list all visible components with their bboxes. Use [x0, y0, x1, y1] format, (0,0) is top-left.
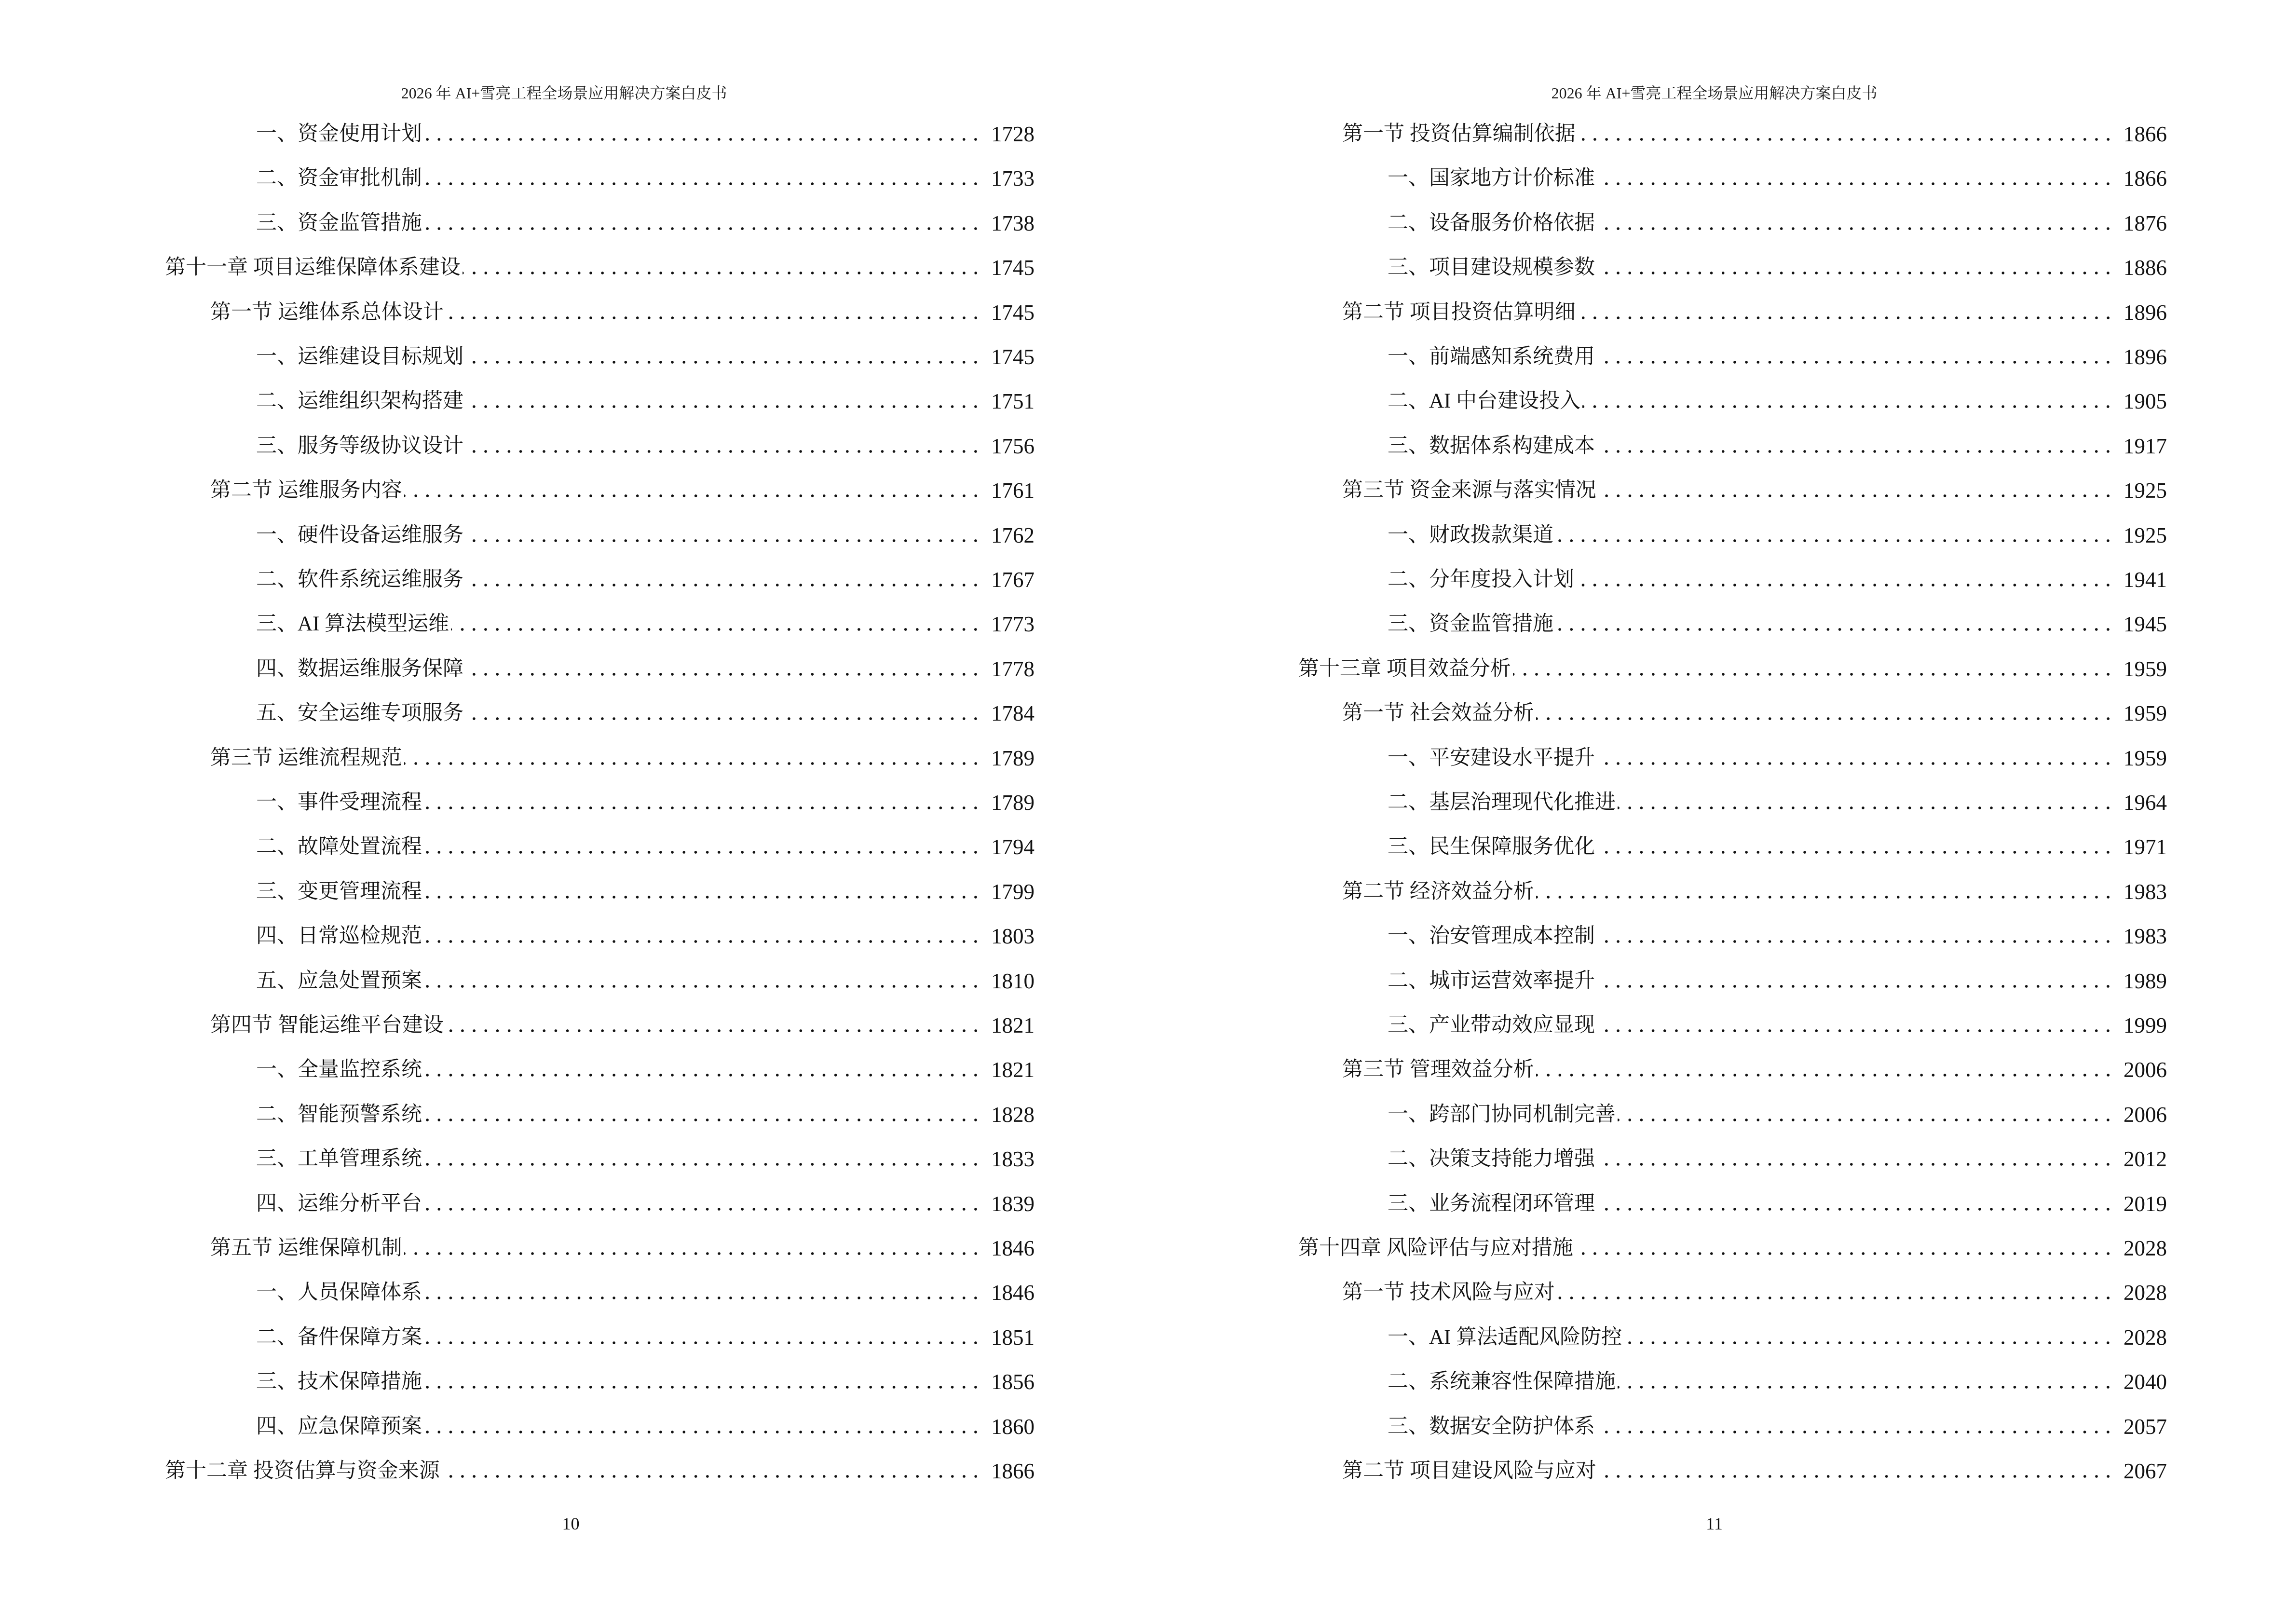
toc-entry-page: 1896 — [2124, 300, 2167, 325]
dot-leader — [424, 1058, 981, 1081]
toc-entry-page: 1989 — [2124, 969, 2167, 993]
toc-entry-title: 一、事件受理流程 — [256, 791, 422, 814]
toc-entry-title: 第一节 技术风险与应对 — [1342, 1281, 1555, 1304]
dot-leader — [424, 1192, 981, 1215]
toc-entry-title: 第四节 智能运维平台建设 — [210, 1014, 444, 1037]
toc-entry-page: 1971 — [2124, 835, 2167, 860]
toc-entry-item[interactable] — [256, 167, 1035, 190]
dot-leader — [1597, 212, 2114, 235]
toc-entry-page: 1839 — [991, 1191, 1035, 1216]
toc-entry-item[interactable] — [256, 925, 1035, 948]
toc-entry-item[interactable] — [256, 435, 1035, 458]
toc-entry-page: 1745 — [991, 345, 1035, 369]
toc-entry-title: 一、全量监控系统 — [256, 1058, 422, 1081]
toc-entry-page: 2006 — [2124, 1102, 2167, 1127]
dot-leader — [424, 925, 981, 948]
toc-entry-page: 1751 — [991, 389, 1035, 414]
toc-entry-page: 1925 — [2124, 478, 2167, 503]
toc-entry-page: 1999 — [2124, 1013, 2167, 1037]
toc-entry-title: 三、服务等级协议设计 — [256, 434, 463, 457]
dot-leader — [1597, 1192, 2114, 1215]
toc-entry-title: 二、基层治理现代化推进 — [1388, 791, 1616, 814]
toc-entry-item[interactable] — [1388, 167, 2167, 190]
toc-entry-page: 1728 — [991, 122, 1035, 146]
toc-entry-title: 一、治安管理成本控制 — [1388, 925, 1595, 948]
toc-entry-item[interactable] — [256, 1326, 1035, 1349]
toc-entry-page: 1886 — [2124, 256, 2167, 280]
toc-entry-item[interactable] — [256, 1058, 1035, 1081]
dot-leader — [1618, 1103, 2114, 1126]
dot-leader — [465, 657, 981, 681]
toc-entry-title: 三、资金监管措施 — [256, 211, 422, 234]
dot-leader — [424, 1326, 981, 1349]
toc-entry-title: 二、软件系统运维服务 — [256, 568, 463, 591]
toc-entry-page: 2057 — [2124, 1414, 2167, 1439]
toc-entry-item[interactable] — [1388, 212, 2167, 235]
toc-entry-section[interactable] — [210, 1237, 1035, 1260]
toc-entry-page: 1833 — [991, 1147, 1035, 1172]
dot-leader — [404, 479, 981, 502]
dot-leader — [465, 390, 981, 413]
toc-entry-title: 第一节 投资估算编制依据 — [1342, 123, 1576, 145]
dot-leader — [424, 1147, 981, 1171]
toc-entry-page: 1799 — [991, 879, 1035, 904]
running-header: 2026 年 AI+雪亮工程全场景应用解决方案白皮书 — [401, 84, 727, 102]
toc-entry-page: 1828 — [991, 1102, 1035, 1127]
toc-entry-title: 二、资金审批机制 — [256, 167, 422, 190]
toc-entry-item[interactable] — [256, 568, 1035, 591]
toc-entry-section[interactable] — [1342, 479, 2167, 502]
dot-leader — [1618, 791, 2114, 814]
dot-leader — [1513, 657, 2114, 681]
toc-entry-item[interactable] — [1388, 1415, 2167, 1438]
dot-leader — [424, 835, 981, 859]
dot-leader — [463, 256, 981, 279]
toc-entry-title: 三、资金监管措施 — [1388, 613, 1553, 636]
toc-entry-page: 2006 — [2124, 1058, 2167, 1082]
toc-entry-section[interactable] — [1342, 1281, 2167, 1304]
toc-entry-chapter[interactable] — [1298, 657, 2167, 681]
toc-entry-item[interactable] — [256, 1147, 1035, 1171]
dot-leader — [1597, 1014, 2114, 1037]
toc-entry-page: 1745 — [991, 256, 1035, 280]
toc-entry-item[interactable] — [256, 702, 1035, 725]
toc-entry-page: 1983 — [2124, 924, 2167, 949]
toc-entry-page: 1851 — [991, 1325, 1035, 1350]
dot-leader — [1597, 167, 2114, 190]
toc-entry-item[interactable] — [1388, 568, 2167, 591]
dot-leader — [446, 301, 981, 324]
toc-entry-title: 三、工单管理系统 — [256, 1147, 422, 1171]
dot-leader — [442, 1460, 981, 1483]
toc-entry-page: 1745 — [991, 300, 1035, 325]
dot-leader — [1536, 702, 2114, 725]
toc-entry-section[interactable] — [1342, 880, 2167, 903]
toc-entry-title: 二、备件保障方案 — [256, 1325, 422, 1349]
dot-leader — [1557, 1281, 2114, 1304]
dot-leader — [1597, 435, 2114, 458]
dot-leader — [1555, 613, 2114, 636]
toc-entry-page: 1784 — [991, 701, 1035, 726]
toc-entry-title: 第三节 资金来源与落实情况 — [1342, 479, 1596, 502]
toc-entry-title: 一、运维建设目标规划 — [256, 345, 463, 368]
toc-entry-title: 一、跨部门协同机制完善 — [1388, 1103, 1616, 1126]
toc-entry-section[interactable] — [1342, 123, 2167, 146]
toc-entry-title: 第三节 运维流程规范 — [210, 746, 402, 769]
toc-entry-page: 1959 — [2124, 701, 2167, 726]
toc-entry-page: 1767 — [991, 568, 1035, 592]
toc-entry-item[interactable] — [256, 1192, 1035, 1215]
toc-entry-title: 第二节 经济效益分析 — [1342, 880, 1534, 903]
dot-leader — [1578, 301, 2114, 324]
toc-entry-page: 1964 — [2124, 791, 2167, 815]
toc-entry-page: 2067 — [2124, 1459, 2167, 1483]
toc-entry-title: 一、硬件设备运维服务 — [256, 523, 463, 546]
toc-entry-item[interactable] — [1388, 835, 2167, 859]
toc-entry-page: 1810 — [991, 969, 1035, 993]
dot-leader — [446, 1014, 981, 1037]
dot-leader — [1536, 1058, 2114, 1081]
toc-entry-item[interactable] — [256, 791, 1035, 814]
toc-entry-title: 四、运维分析平台 — [256, 1192, 422, 1215]
toc-entry-page: 1896 — [2124, 345, 2167, 369]
toc-entry-page: 1983 — [2124, 879, 2167, 904]
toc-entry-title: 四、应急保障预案 — [256, 1415, 422, 1438]
toc-entry-title: 二、设备服务价格依据 — [1388, 211, 1595, 234]
toc-entry-page: 2040 — [2124, 1370, 2167, 1394]
dot-leader — [424, 123, 981, 146]
dot-leader — [1597, 1415, 2114, 1438]
dot-leader — [404, 1237, 981, 1260]
toc-entry-title: 三、业务流程闭环管理 — [1388, 1192, 1595, 1215]
toc-entry-item[interactable] — [256, 835, 1035, 859]
toc-entry-section[interactable] — [210, 479, 1035, 502]
toc-entry-title: 二、运维组织架构搭建 — [256, 390, 463, 413]
toc-entry-page: 1756 — [991, 434, 1035, 458]
toc-entry-item[interactable] — [256, 1103, 1035, 1126]
dot-leader — [424, 167, 981, 190]
toc-entry-chapter[interactable] — [165, 1460, 1035, 1483]
toc-entry-page: 1925 — [2124, 523, 2167, 547]
toc-entry-title: 三、变更管理流程 — [256, 880, 422, 903]
toc-entry-page: 2019 — [2124, 1191, 2167, 1216]
dot-leader — [1618, 1370, 2114, 1393]
dot-leader — [1575, 1237, 2114, 1260]
dot-leader — [465, 702, 981, 725]
toc-entry-chapter[interactable] — [165, 256, 1035, 279]
toc-entry-title: 二、城市运营效率提升 — [1388, 969, 1595, 992]
toc-entry-title: 二、决策支持能力增强 — [1388, 1147, 1595, 1171]
toc-entry-page: 1821 — [991, 1013, 1035, 1037]
toc-entry-title: 二、分年度投入计划 — [1388, 568, 1574, 591]
toc-entry-page: 1762 — [991, 523, 1035, 547]
page-number: 11 — [1706, 1514, 1723, 1533]
toc-entry-page: 1856 — [991, 1370, 1035, 1394]
dot-leader — [424, 1281, 981, 1304]
dot-leader — [1597, 747, 2114, 770]
toc-entry-section[interactable] — [210, 1014, 1035, 1037]
toc-entry-item[interactable] — [1388, 1326, 2167, 1349]
dot-leader — [424, 212, 981, 235]
toc-entry-page: 1959 — [2124, 746, 2167, 770]
dot-leader — [465, 524, 981, 547]
dot-leader — [424, 1370, 981, 1393]
toc-entry-page: 1866 — [2124, 166, 2167, 191]
toc-entry-item[interactable] — [256, 880, 1035, 903]
toc-entry-item[interactable] — [256, 613, 1035, 636]
toc-entry-title: 二、故障处置流程 — [256, 835, 422, 859]
dot-leader — [1597, 969, 2114, 993]
dot-leader — [1576, 568, 2114, 591]
toc-entry-title: 三、技术保障措施 — [256, 1370, 422, 1393]
toc-entry-page: 1794 — [991, 835, 1035, 860]
toc-entry-title: 第三节 管理效益分析 — [1342, 1058, 1534, 1081]
dot-leader — [1578, 123, 2114, 146]
toc-entry-section[interactable] — [1342, 301, 2167, 324]
toc-entry-title: 一、国家地方计价标准 — [1388, 167, 1595, 190]
toc-entry-title: 第十三章 项目效益分析 — [1298, 657, 1511, 680]
toc-entry-page: 1738 — [991, 211, 1035, 235]
toc-entry-chapter[interactable] — [1298, 1237, 2167, 1260]
toc-entry-item[interactable] — [256, 390, 1035, 413]
toc-entry-title: 第一节 社会效益分析 — [1342, 702, 1534, 725]
dot-leader — [424, 1415, 981, 1438]
toc-entry-item[interactable] — [256, 969, 1035, 993]
dot-leader — [1597, 1147, 2114, 1171]
toc-entry-title: 一、财政拨款渠道 — [1388, 523, 1553, 546]
toc-entry-page: 2028 — [2124, 1281, 2167, 1305]
toc-entry-title: 一、前端感知系统费用 — [1388, 345, 1595, 368]
toc-entry-item[interactable] — [1388, 435, 2167, 458]
toc-entry-item[interactable] — [1388, 345, 2167, 368]
toc-entry-title: 一、人员保障体系 — [256, 1281, 422, 1304]
toc-entry-page: 1846 — [991, 1236, 1035, 1260]
dot-leader — [465, 345, 981, 368]
toc-entry-item[interactable] — [256, 212, 1035, 235]
toc-entry-page: 2012 — [2124, 1147, 2167, 1172]
toc-entry-item[interactable] — [256, 1415, 1035, 1438]
toc-entry-title: 三、项目建设规模参数 — [1388, 256, 1595, 279]
dot-leader — [1597, 345, 2114, 368]
toc-entry-title: 二、智能预警系统 — [256, 1103, 422, 1126]
toc-entry-item[interactable] — [256, 345, 1035, 368]
toc-entry-page: 1733 — [991, 166, 1035, 191]
toc-entry-title: 一、资金使用计划 — [256, 123, 422, 145]
toc-entry-title: 第十二章 投资估算与资金来源 — [165, 1460, 440, 1482]
toc-entry-title: 第十四章 风险评估与应对措施 — [1298, 1237, 1573, 1259]
dot-leader — [424, 969, 981, 993]
toc-entry-title: 第一节 运维体系总体设计 — [210, 300, 444, 324]
dot-leader — [404, 747, 981, 770]
dot-leader — [424, 880, 981, 903]
toc-entry-page: 1803 — [991, 924, 1035, 949]
toc-entry-item[interactable] — [1388, 747, 2167, 770]
toc-page-right — [1144, 0, 2287, 1624]
toc-entry-section[interactable] — [1342, 702, 2167, 725]
dot-leader — [1582, 390, 2114, 413]
toc-entry-title: 五、安全运维专项服务 — [256, 702, 463, 725]
toc-entry-title: 三、数据体系构建成本 — [1388, 434, 1595, 457]
toc-entry-item[interactable] — [1388, 791, 2167, 814]
page-number: 10 — [562, 1514, 580, 1533]
dot-leader — [424, 1103, 981, 1126]
toc-entry-item[interactable] — [1388, 256, 2167, 279]
toc-entry-page: 1917 — [2124, 434, 2167, 458]
toc-entry-title: 第二节 运维服务内容 — [210, 479, 402, 502]
toc-entry-item[interactable] — [1388, 969, 2167, 993]
toc-entry-page: 1905 — [2124, 389, 2167, 414]
toc-entry-page: 1773 — [991, 612, 1035, 637]
toc-entry-section[interactable] — [210, 301, 1035, 324]
toc-entry-title: 四、数据运维服务保障 — [256, 657, 463, 680]
toc-entry-item[interactable] — [1388, 1103, 2167, 1126]
dot-leader — [451, 613, 981, 636]
toc-entry-title: 一、平安建设水平提升 — [1388, 746, 1595, 769]
toc-entry-page: 1959 — [2124, 656, 2167, 681]
toc-entry-page: 1846 — [991, 1281, 1035, 1305]
toc-entry-section[interactable] — [1342, 1058, 2167, 1081]
toc-entry-page: 1860 — [991, 1414, 1035, 1439]
toc-entry-title: 第十一章 项目运维保障体系建设 — [165, 256, 461, 279]
toc-entry-title: 五、应急处置预案 — [256, 969, 422, 992]
toc-entry-item[interactable] — [1388, 613, 2167, 636]
toc-entry-item[interactable] — [1388, 1370, 2167, 1393]
toc-entry-page: 1876 — [2124, 211, 2167, 235]
toc-entry-page: 1761 — [991, 478, 1035, 503]
toc-entry-title: 二、系统兼容性保障措施 — [1388, 1370, 1616, 1393]
running-header: 2026 年 AI+雪亮工程全场景应用解决方案白皮书 — [1551, 84, 1878, 102]
toc-entry-item[interactable] — [256, 1281, 1035, 1304]
toc-entry-item[interactable] — [1388, 1192, 2167, 1215]
toc-entry-page: 1821 — [991, 1058, 1035, 1082]
toc-entry-page: 1778 — [991, 656, 1035, 681]
dot-leader — [1598, 479, 2114, 502]
toc-entry-item[interactable] — [1388, 1147, 2167, 1171]
dot-leader — [1597, 925, 2114, 948]
dot-leader — [1597, 256, 2114, 279]
toc-entry-item[interactable] — [1388, 524, 2167, 547]
toc-entry-item[interactable] — [1388, 925, 2167, 948]
toc-entry-title: 三、数据安全防护体系 — [1388, 1415, 1595, 1438]
dot-leader — [1555, 524, 2114, 547]
toc-entry-item[interactable] — [256, 524, 1035, 547]
toc-entry-item[interactable] — [1388, 1014, 2167, 1037]
toc-entry-title: 第二节 项目投资估算明细 — [1342, 300, 1576, 324]
toc-entry-item[interactable] — [256, 657, 1035, 681]
toc-entry-title: 一、AI 算法适配风险防控 — [1388, 1325, 1622, 1349]
toc-entry-page: 2028 — [2124, 1325, 2167, 1350]
dot-leader — [1597, 835, 2114, 859]
toc-entry-item[interactable] — [1388, 390, 2167, 413]
dot-leader — [424, 791, 981, 814]
toc-entry-page: 1866 — [991, 1459, 1035, 1483]
toc-entry-item[interactable] — [256, 1370, 1035, 1393]
toc-entry-title: 二、AI 中台建设投入 — [1388, 390, 1581, 413]
toc-entry-page: 1945 — [2124, 612, 2167, 637]
toc-entry-title: 三、产业带动效应显现 — [1388, 1014, 1595, 1037]
toc-entry-page: 1789 — [991, 791, 1035, 815]
toc-entry-page: 1789 — [991, 746, 1035, 770]
toc-entry-page: 2028 — [2124, 1236, 2167, 1260]
dot-leader — [465, 435, 981, 458]
dot-leader — [1598, 1460, 2114, 1483]
toc-entry-page: 1866 — [2124, 122, 2167, 146]
dot-leader — [1536, 880, 2114, 903]
toc-entry-page: 1941 — [2124, 568, 2167, 592]
dot-leader — [1624, 1326, 2114, 1349]
toc-entry-section[interactable] — [210, 747, 1035, 770]
toc-entry-title: 第二节 项目建设风险与应对 — [1342, 1460, 1596, 1482]
toc-entry-title: 第五节 运维保障机制 — [210, 1237, 402, 1259]
toc-entry-title: 三、AI 算法模型运维 — [256, 613, 449, 636]
toc-entry-section[interactable] — [1342, 1460, 2167, 1483]
toc-entry-title: 三、民生保障服务优化 — [1388, 835, 1595, 859]
dot-leader — [465, 568, 981, 591]
toc-entry-title: 四、日常巡检规范 — [256, 925, 422, 948]
toc-entry-item[interactable] — [256, 123, 1035, 146]
